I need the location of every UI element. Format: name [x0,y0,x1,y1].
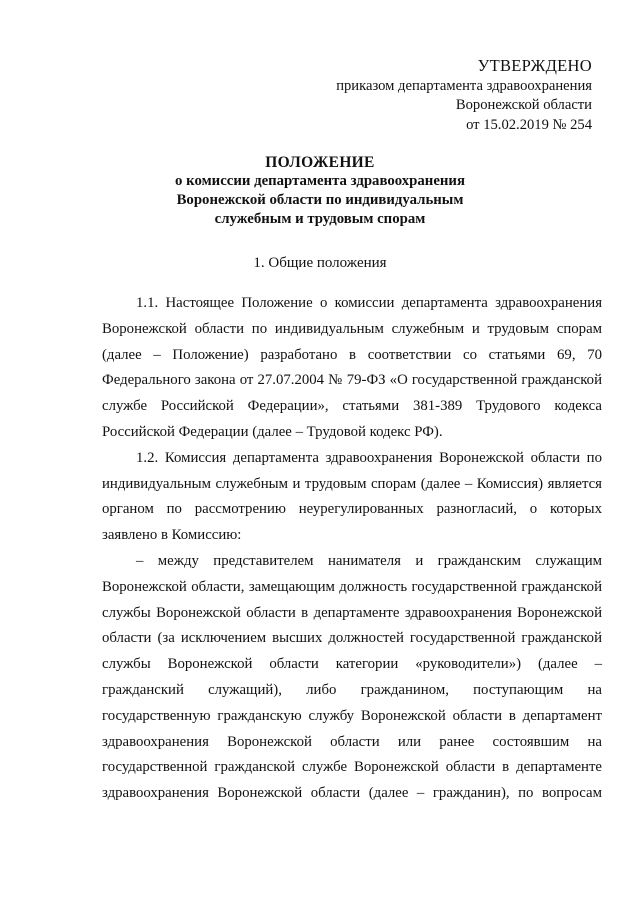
document-body [102,291,602,807]
title-line-1: о комиссии департамента здравоохранения [175,173,465,189]
document-title [0,153,640,229]
approval-date-number: от 15.02.2019 № 254 [466,116,592,133]
title-line-3: служебным и трудовым спорам [214,211,426,227]
paragraph-dash-item: – между представителем нанимателя и гражданским служащим Воронежской области, замещающим должность государственной гражданской службы Воронежской области в департаменте здравоохранения Воронежской области (за исключением высших должностей государственной гражданской службы Воронежской области категории «руководители») (далее – гражданский служащий), либо гражданином, поступающим на государственную гражданскую службу Воронежской области в департамент здравоохранения Воронежской области или ранее состоявшим на государственной гражданской службе Воронежской области в департаменте здравоохранения Воронежской области (далее – гражданин), по вопросам [102,552,602,802]
paragraph-1-1: 1.1. Настоящее Положение о комиссии департамента здравоохранения Воронежской области по индивидуальным служебным и трудовым спорам (далее – Положение) разработано в соответствии со статьями 69, 70 Федерального закона от 27.07.2004 № 79-ФЗ «О государственной гражданской службе Российской Федерации», статьями 381-389 Трудового кодекса Российской Федерации (далее – Трудовой кодекс РФ). [102,295,602,440]
approval-region-line: Воронежской области [455,97,592,113]
approval-order-line: приказом департамента здравоохранения [336,77,592,94]
paragraph-1-2: 1.2. Комиссия департамента здравоохранения Воронежской области по индивидуальным служебным и трудовым спорам (далее – Комиссия) является органом по рассмотрению неурегулированных разногласий, о которых заявлено в Комиссию: [102,449,602,544]
section-heading: 1. Общие положения [253,255,387,271]
title-line-2: Воронежской области по индивидуальным [176,192,464,208]
title-main: ПОЛОЖЕНИЕ [265,154,375,171]
approval-stamp [336,56,592,135]
approved-heading: УТВЕРЖДЕНО [477,56,592,75]
